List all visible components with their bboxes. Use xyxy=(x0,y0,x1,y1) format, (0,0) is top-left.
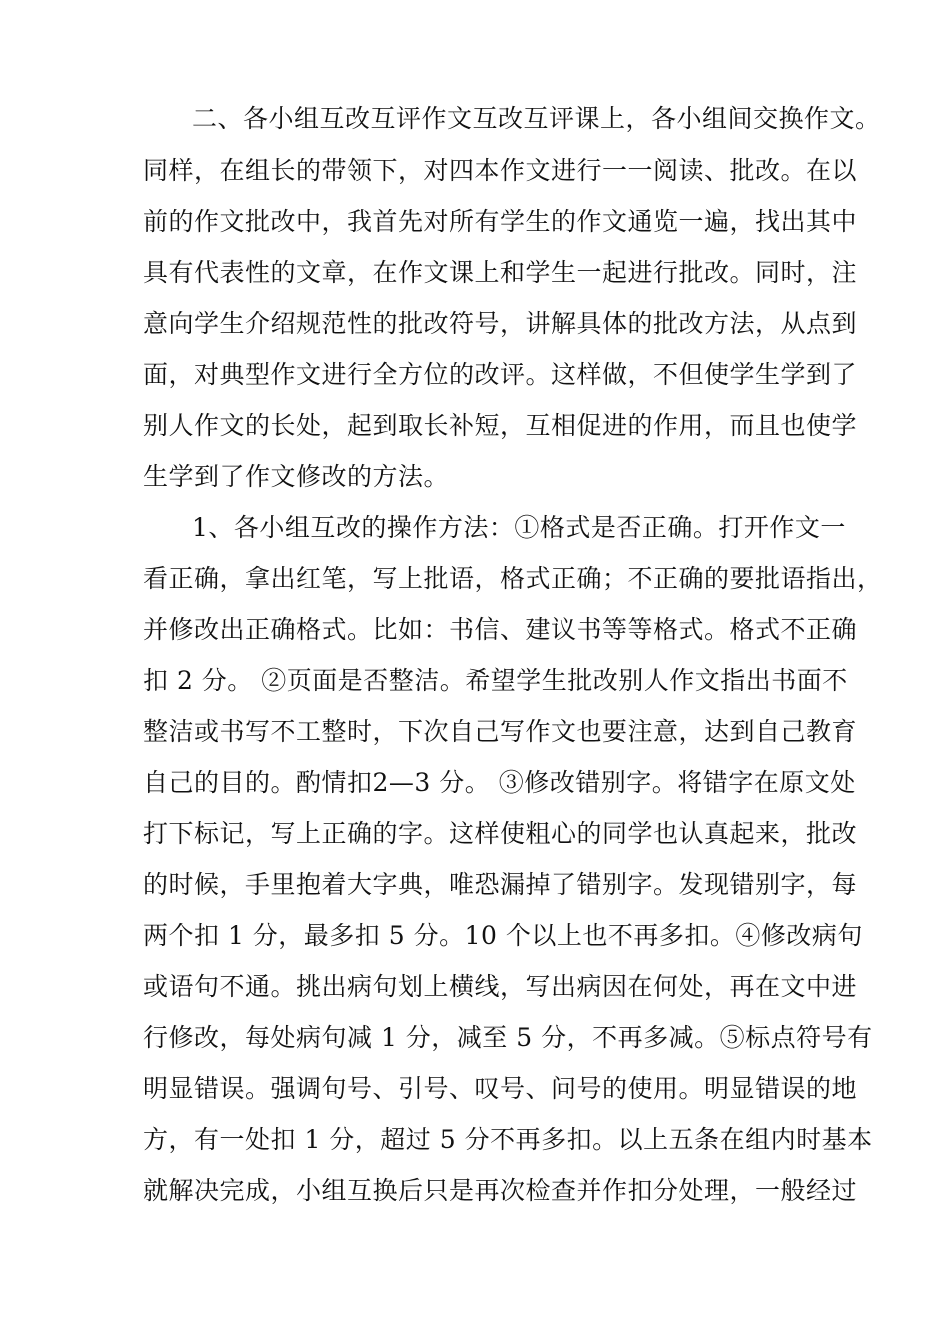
paragraph-3-line-9: 两个扣 1 分，最多扣 5 分。10 个以上也不再多扣。④修改病句 xyxy=(143,921,863,950)
paragraph-2-line-1: 二、各小组互改互评作文互改互评课上，各小组间交换作文。 xyxy=(192,104,881,133)
paragraph-3-line-1: 1、各小组互改的操作方法：①格式是否正确。打开作文一 xyxy=(192,513,846,542)
paragraph-3-line-8: 的时候，手里抱着大字典，唯恐漏掉了错别字。发现错别字，每 xyxy=(143,870,858,899)
paragraph-3-line-6: 自己的目的。酌情扣2—3 分。 ③修改错别字。将错字在原文处 xyxy=(143,768,856,797)
paragraph-2-line-8: 生学到了作文修改的方法。 xyxy=(143,462,450,491)
paragraph-3-line-13: 方，有一处扣 1 分，超过 5 分不再多扣。以上五条在组内时基本 xyxy=(143,1125,873,1154)
paragraph-3-line-5: 整洁或书写不工整时，下次自己写作文也要注意，达到自己教育 xyxy=(143,717,858,746)
paragraph-3-line-12: 明显错误。强调句号、引号、叹号、问号的使用。明显错误的地 xyxy=(143,1074,858,1103)
paragraph-2-line-4: 具有代表性的文章，在作文课上和学生一起进行批改。同时，注 xyxy=(143,258,858,287)
paragraph-3-line-11: 行修改，每处病句减 1 分，减至 5 分，不再多减。⑤标点符号有 xyxy=(143,1023,873,1052)
paragraph-3-line-10: 或语句不通。挑出病句划上横线，写出病因在何处，再在文中进 xyxy=(143,972,858,1001)
paragraph-3-line-2: 看正确，拿出红笔，写上批语，格式正确；不正确的要批语指出， xyxy=(143,564,883,593)
paragraph-2-line-3: 前的作文批改中，我首先对所有学生的作文通览一遍，找出其中 xyxy=(143,207,858,236)
paragraph-2-line-5: 意向学生介绍规范性的批改符号，讲解具体的批改方法，从点到 xyxy=(143,309,858,338)
paragraph-3-line-3: 并修改出正确格式。比如：书信、建议书等等格式。格式不正确 xyxy=(143,615,858,644)
paragraph-3-line-14: 就解决完成，小组互换后只是再次检查并作扣分处理，一般经过 xyxy=(143,1176,858,1205)
paragraph-2-line-2: 同样，在组长的带领下，对四本作文进行一一阅读、批改。在以 xyxy=(143,156,858,185)
paragraph-2-line-7: 别人作文的长处，起到取长补短，互相促进的作用，而且也使学 xyxy=(143,411,858,440)
paragraph-3-line-7: 打下标记，写上正确的字。这样使粗心的同学也认真起来，批改 xyxy=(143,819,858,848)
paragraph-3-line-4: 扣 2 分。 ②页面是否整洁。希望学生批改别人作文指出书面不 xyxy=(143,666,848,695)
paragraph-2-line-6: 面，对典型作文进行全方位的改评。这样做，不但使学生学到了 xyxy=(143,360,858,389)
